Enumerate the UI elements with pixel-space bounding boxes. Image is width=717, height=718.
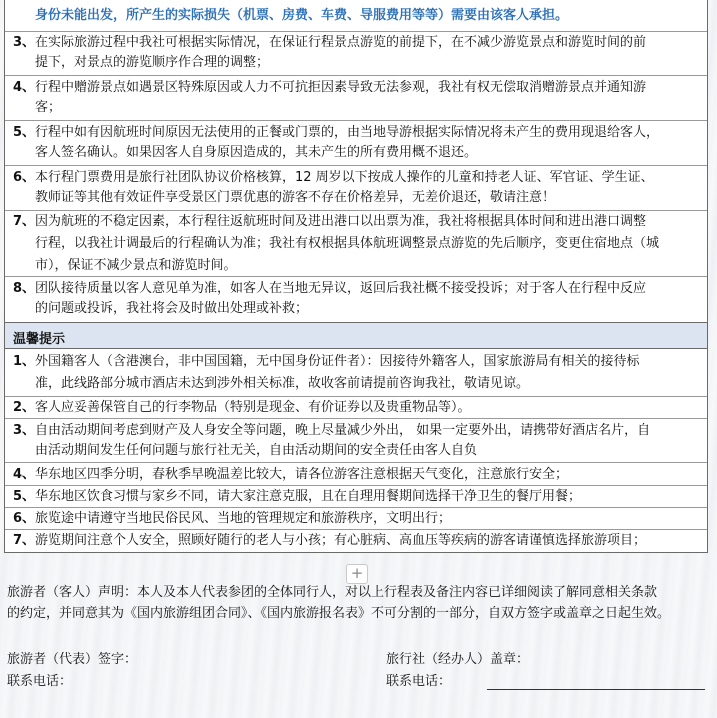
item-number: 5、 — [13, 125, 36, 140]
tourist-phone-label: 联系电话： — [7, 674, 73, 689]
item-number: 2、 — [13, 400, 36, 415]
table-row — [5, 530, 707, 552]
tips-heading: 温馨提示 — [13, 332, 66, 347]
tourist-signature-label: 旅游者（代表）签字： — [7, 652, 138, 667]
item-text-line: 本行程门票费用是旅行社团队协议价格核算，12 周岁以下按成人操作的儿童和持老人证、军官证、学生证、 — [35, 170, 654, 185]
item-number: 8、 — [13, 281, 36, 296]
item-text-line: 行程中如有因航班时间原因无法使用的正餐或门票的，由当地导游根据实际情况将未产生的费用现退给客人， — [35, 125, 660, 140]
table-row — [5, 166, 707, 211]
table-row — [5, 277, 707, 322]
item-text-line: 在实际旅游过程中我社可根据实际情况，在保证行程景点游览的前提下，在不减少游览景点和游览时间的前 — [35, 35, 647, 50]
item-text-line: 行程中赠游景点如遇景区特殊原因或人力不可抗拒因素导致无法参观，我社有权无偿取消赠游景点并通知游 — [35, 80, 647, 95]
tips-section-header — [5, 322, 707, 349]
item-text-line: 华东地区四季分明，春秋季早晚温差比较大，请各位游客注意根据天气变化，注意旅行安全； — [35, 467, 569, 482]
agency-phone-label: 联系电话： — [386, 674, 452, 689]
item-text-line: 游览期间注意个人安全，照顾好随行的老人与小孩；有心脏病、高血压等疾病的游客请谨慎选择旅游项目； — [35, 533, 647, 548]
item-text-line: 市），保证不减少景点和游览时间。 — [35, 258, 237, 273]
top-line-text: 身份未能出发，所产生的实际损失（机票、房费、车费、导服费用等等）需要由该客人承担。 — [35, 8, 569, 23]
table-row — [5, 397, 707, 419]
itinerary-notes-section — [5, 0, 707, 322]
item-text-line: 华东地区饮食习惯与家乡不同，请大家注意克服，且在自理用餐期间选择干净卫生的餐厅用餐； — [35, 489, 582, 504]
table-row — [5, 419, 707, 463]
item-number: 1、 — [13, 354, 36, 369]
item-text-line: 自由活动期间考虑到财产及人身安全等问题，晚上尽量减少外出， 如果一定要外出，请携带好酒店名片，自 — [35, 423, 651, 438]
agency-phone-underline — [487, 689, 705, 690]
item-number: 7、 — [13, 533, 36, 548]
item-number: 4、 — [13, 80, 36, 95]
item-number: 4、 — [13, 467, 36, 482]
table-row — [5, 508, 707, 530]
table-row — [5, 76, 707, 121]
item-text-line: 提下，对景点的游览顺序作合理的调整； — [35, 55, 270, 70]
item-text-line: 客人应妥善保管自己的行李物品（特别是现金、有价证券以及贵重物品等）。 — [35, 400, 471, 415]
item-text-line: 外国籍客人（含港澳台，非中国国籍，无中国身份证件者）：因接待外籍客人，国家旅游局有相关的接待标 — [35, 354, 640, 369]
item-text-line: 准，此线路部分城市酒店未达到涉外相关标准，故收客前请提前咨询我社，敬请见谅。 — [35, 376, 530, 391]
terms-table — [4, 0, 708, 553]
table-row — [5, 211, 707, 277]
item-text-line: 团队接待质量以客人意见单为准，如客人在当地无异议，返回后我社概不接受投诉；对于客人在行程中反应 — [35, 281, 647, 296]
tips-section — [5, 349, 707, 552]
table-row — [5, 0, 707, 32]
item-text-line: 教师证等其他有效证件享受景区门票优惠的游客不存在价格差异，无差价退还，敬请注意！ — [35, 190, 556, 205]
table-row — [5, 463, 707, 486]
table-row — [5, 121, 707, 166]
declaration-line: 的约定，并同意其为《国内旅游组团合同》、《国内旅游报名表》不可分割的一部分，自双方签字或盖章之日起生效。 — [7, 606, 671, 621]
add-row-button[interactable]: + — [346, 564, 368, 584]
item-text-line: 因为航班的不稳定因素，本行程往返航班时间及进出港口以出票为准，我社将根据具体时间和进出港口调整 — [35, 214, 647, 229]
table-row — [5, 349, 707, 397]
item-text-line: 行程，以我社计调最后的行程确认为准；我社有权根据具体航班调整景点游览的先后顺序，变更住宿地点（城 — [35, 236, 660, 251]
declaration-line: 旅游者（客人）声明：本人及本人代表参团的全体同行人，对以上行程表及备注内容已详细阅读了解同意相关条款 — [7, 585, 658, 600]
item-text-line: 客； — [35, 100, 62, 115]
table-row — [5, 32, 707, 76]
item-number: 6、 — [13, 170, 36, 185]
agency-stamp-label: 旅行社（经办人）盖章： — [386, 652, 530, 667]
item-number: 5、 — [13, 489, 36, 504]
item-text-line: 由活动期间发生任何问题与旅行社无关，自由活动期间的安全责任由客人自负 — [35, 443, 478, 458]
item-number: 3、 — [13, 35, 36, 50]
table-row — [5, 486, 707, 508]
item-text-line: 的问题或投诉，我社将会及时做出处理或补救； — [35, 301, 309, 316]
item-number: 3、 — [13, 423, 36, 438]
item-text-line: 旅览途中请遵守当地民俗民风、当地的管理规定和旅游秩序，文明出行； — [35, 511, 452, 526]
item-number: 7、 — [13, 214, 36, 229]
item-number: 6、 — [13, 511, 36, 526]
item-text-line: 客人签名确认。如果因客人自身原因造成的，其未产生的所有费用概不退还。 — [35, 145, 478, 160]
